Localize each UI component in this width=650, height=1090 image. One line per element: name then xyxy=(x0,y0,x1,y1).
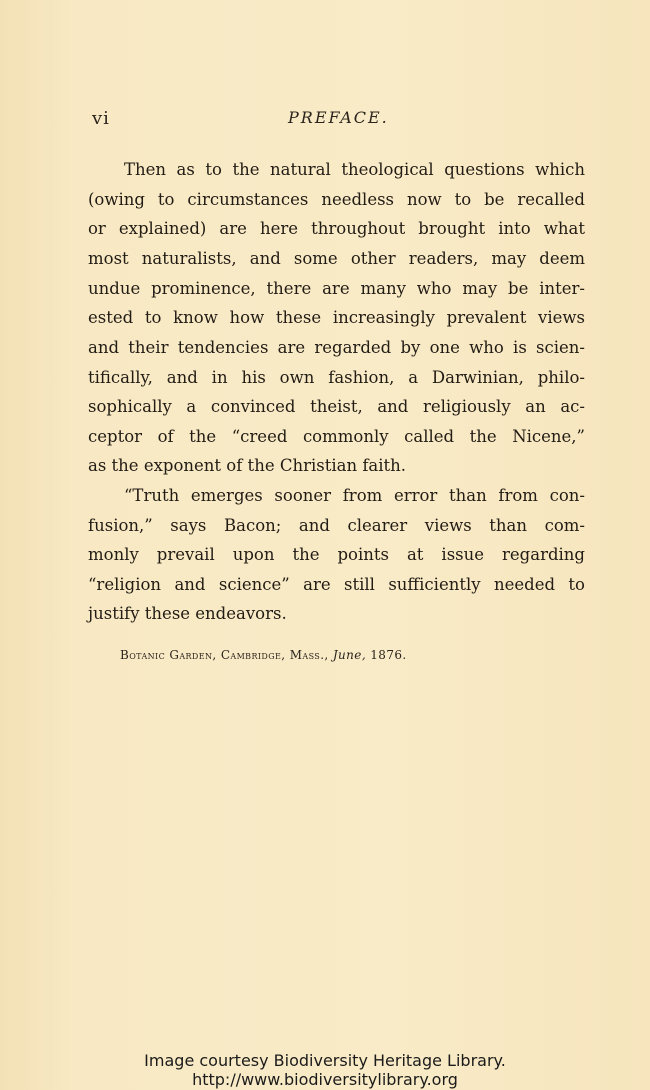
dateline-year: 1876. xyxy=(370,648,407,662)
dateline-month: June, xyxy=(332,648,367,662)
paragraph-1-line-10: ceptor of the “creed commonly called the Nicene,” xyxy=(88,427,585,446)
paragraph-2-line-3: monly prevail upon the points at issue regarding xyxy=(88,545,585,564)
dateline xyxy=(120,648,407,662)
dateline-place: Botanic Garden, Cambridge, Mass., xyxy=(120,648,329,662)
running-head: PREFACE. xyxy=(288,108,389,127)
paragraph-1-line-4: most naturalists, and some other readers, may deem xyxy=(88,249,585,268)
page-header xyxy=(92,108,586,132)
paragraph-2-line-2: fusion,” says Bacon; and clearer views than com- xyxy=(88,516,585,535)
paragraph-1-line-6: ested to know how these increasingly prevalent views xyxy=(88,308,585,327)
paragraph-2-line-5: justify these endeavors. xyxy=(88,604,287,623)
credit-line-2: http://www.biodiversitylibrary.org xyxy=(192,1070,458,1089)
paragraph-1-line-1: Then as to the natural theological questions which xyxy=(124,160,585,179)
paragraph-1-line-2: (owing to circumstances needless now to be recalled xyxy=(88,190,585,209)
paragraph-1-line-9: sophically a convinced theist, and religiously an ac- xyxy=(88,397,585,416)
paragraph-1-line-11: as the exponent of the Christian faith. xyxy=(88,456,407,475)
credit-line-1: Image courtesy Biodiversity Heritage Library. xyxy=(144,1051,506,1070)
paragraph-1-line-3: or explained) are here throughout brought into what xyxy=(88,219,585,238)
paragraph-1-line-5: undue prominence, there are many who may be inter- xyxy=(88,279,585,298)
page-number: vi xyxy=(92,108,110,129)
paragraph-2-line-1: “Truth emerges sooner from error than from con- xyxy=(124,486,585,505)
paragraph-2-line-4: “religion and science” are still sufficiently needed to xyxy=(88,575,585,594)
paragraph-1-line-7: and their tendencies are regarded by one who is scien- xyxy=(88,338,585,357)
paragraph-1-line-8: tifically, and in his own fashion, a Darwinian, philo- xyxy=(88,368,585,387)
